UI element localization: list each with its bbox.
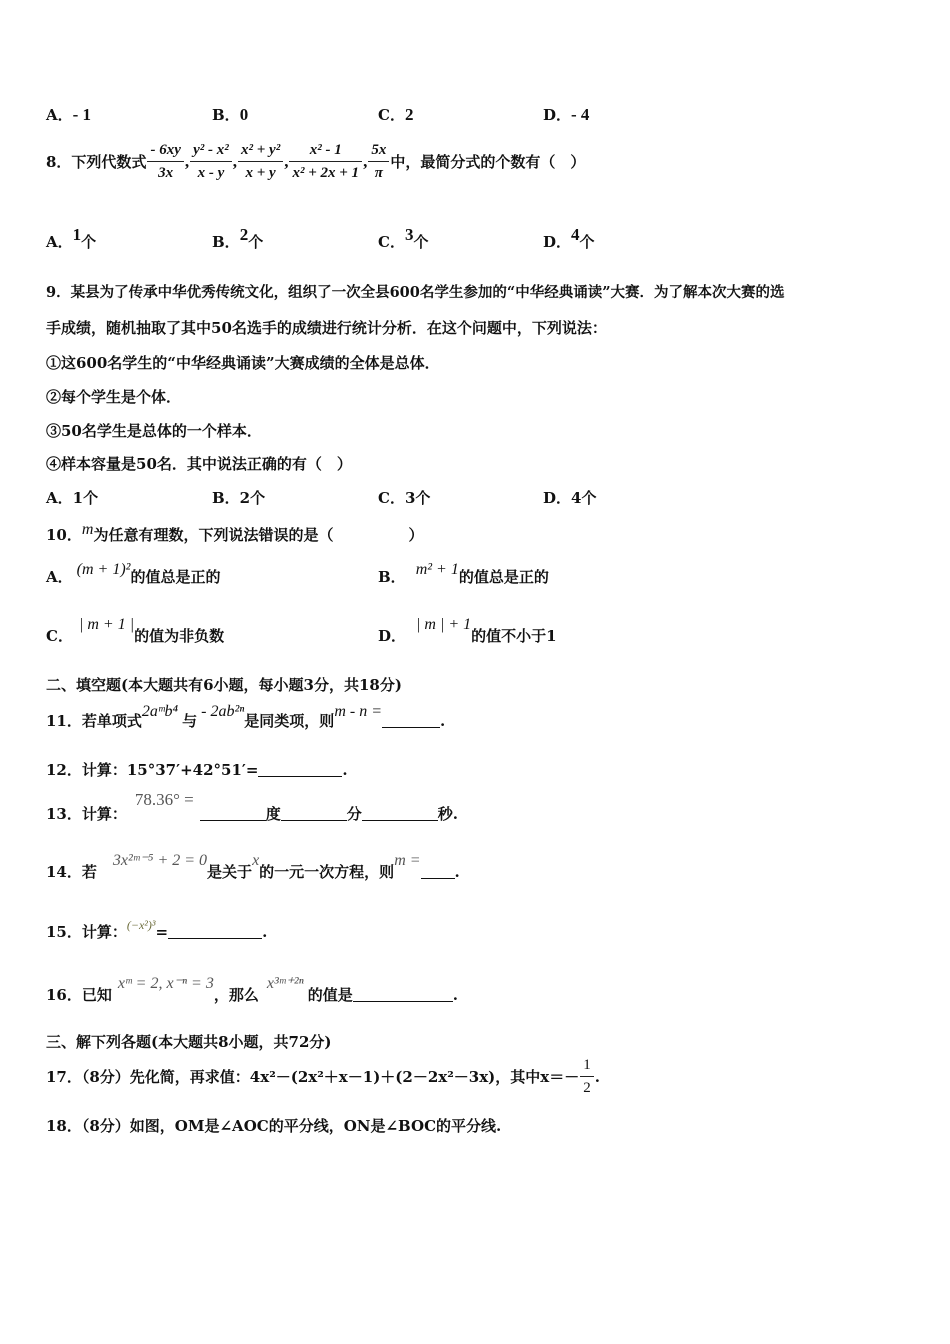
question-10: 10．m为任意有理数，下列说法错误的是（ ） (46, 521, 424, 544)
fraction-half: $\frac{1}{2}$ (580, 1055, 594, 1098)
q7-option-d[interactable]: D．- 4 (543, 105, 590, 124)
degree-blank[interactable] (200, 806, 266, 821)
minute-blank[interactable] (281, 806, 347, 821)
second-blank[interactable] (362, 806, 438, 821)
q9-line-1: 9．某县为了传承中华优秀传统文化，组织了一次全县600名学生参加的“中华经典诵读”大赛．为了解本次大赛的选 (46, 284, 785, 301)
q8-option-c[interactable]: C．3个 (378, 225, 429, 251)
section-3-heading: 三、解下列各题(本大题共8小题，共72分) (46, 1033, 332, 1051)
question-11: 11．若单项式2aᵐb⁴与- 2ab²ⁿ是同类项，则m - n =. (46, 703, 446, 730)
question-16: 16．已知xᵐ = 2, x⁻ⁿ = 3，那么x³ᵐ⁺²ⁿ的值是 . (46, 975, 458, 1004)
q9-statement-1: ①这600名学生的“中华经典诵读”大赛成绩的全体是总体． (46, 354, 440, 372)
answer-blank[interactable] (258, 762, 342, 777)
question-8: 8．下列代数式 $\frac{- 6xy}{3x}$ , $\frac{\text{y² - x²}}{x - y}$ , $\frac{\text{x² + y²}}{x + y}$ , $\frac{\text{x² - 1}}{\text{x² + 2x + 1}}$ , $\frac{5x}{\pi}$ 中，最简分式的个数有（ ） (46, 142, 586, 181)
q9-statement-2: ②每个学生是个体． (46, 388, 182, 406)
q10-option-b[interactable]: B． m² + 1的值总是正的 (378, 561, 549, 586)
fraction-3: $\frac{\text{x² + y²}}{x + y}$ (238, 140, 283, 183)
question-17: 17．（8分）先化简，再求值：4x²－(2x²＋x－1)＋(2－2x²－3x)，其中x＝－ $\frac{1}{2}$ . (46, 1057, 600, 1096)
q7-option-c[interactable]: C．2 (378, 105, 414, 124)
q9-line-2: 手成绩，随机抽取了其中50名选手的成绩进行统计分析．在这个问题中，下列说法： (46, 319, 607, 337)
fraction-2: $\frac{\text{y² - x²}}{x - y}$ (190, 140, 232, 183)
q9-option-d[interactable]: D．4个 (543, 489, 597, 507)
q10-option-c[interactable]: C．| m + 1 |的值为非负数 (46, 616, 225, 645)
q10-option-a[interactable]: A． (m + 1)²的值总是正的 (46, 561, 221, 586)
answer-blank[interactable] (382, 713, 440, 728)
q9-statement-4: ④样本容量是50名．其中说法正确的有（ ） (46, 455, 352, 473)
question-14: 14．若3x²ᵐ⁻⁵ + 2 = 0是关于x的一元一次方程，则m =. (46, 852, 460, 881)
fraction-1: $\frac{- 6xy}{3x}$ (147, 140, 183, 183)
question-12: 12．计算：15°37′+42°51′= . (46, 761, 348, 779)
answer-blank[interactable] (421, 864, 455, 879)
q9-statement-3: ③50名学生是总体的一个样本． (46, 422, 262, 440)
question-15: 15．计算：(−x²)³= . (46, 918, 268, 941)
q9-option-a[interactable]: A．1个 (46, 489, 99, 507)
answer-blank[interactable] (353, 987, 453, 1002)
question-13: 13．计算：78.36° =度 分 秒. (46, 790, 459, 823)
question-18: 18．（8分）如图，OM是∠AOC的平分线，ON是∠BOC的平分线. (46, 1117, 502, 1135)
q9-option-b[interactable]: B．2个 (212, 489, 266, 507)
q10-option-d[interactable]: D．| m | + 1的值不小于1 (378, 616, 557, 645)
q7-option-b[interactable]: B．0 (212, 105, 249, 124)
q8-option-a[interactable]: A．1个 (46, 225, 97, 251)
fraction-4: $\frac{\text{x² - 1}}{\text{x² + 2x + 1}}$ (289, 140, 362, 183)
q8-option-b[interactable]: B．2个 (212, 225, 264, 251)
q7-option-a[interactable]: A．- 1 (46, 105, 92, 124)
answer-blank[interactable] (168, 924, 262, 939)
q9-option-c[interactable]: C．3个 (378, 489, 431, 507)
q8-option-d[interactable]: D．4个 (543, 225, 595, 251)
fraction-5: $\frac{5x}{\pi}$ (368, 140, 389, 183)
section-2-heading: 二、填空题(本大题共有6小题，每小题3分，共18分) (46, 676, 402, 694)
